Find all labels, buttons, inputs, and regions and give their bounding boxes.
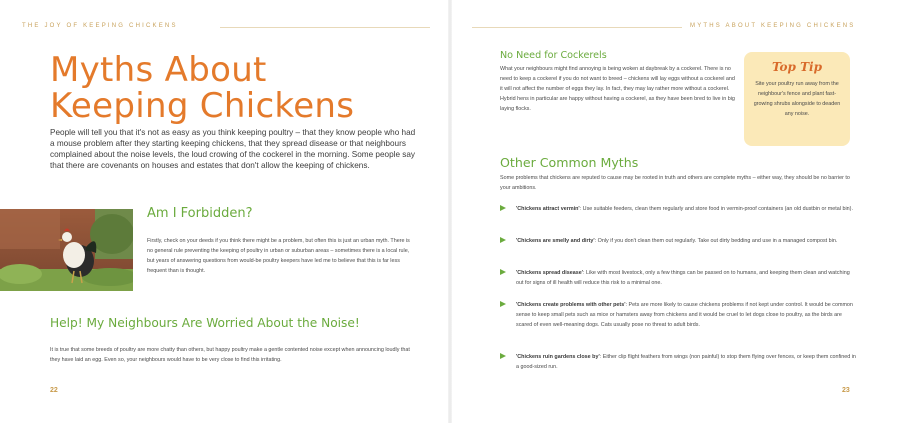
left-page	[0, 0, 448, 423]
green-triangle-arrow-icon	[500, 269, 506, 275]
myth-text: : Like with most livestock, only a few things can be passed on to humans, and keeping them clean and watching out for signs of ill health will reduce this risk to a minimal one.	[516, 270, 850, 286]
myth-text: : Only if you don't clean them out regularly. Take out dirty bedding and use in a managed compost bin.	[594, 238, 838, 244]
page-title-line2: Keeping Chickens	[50, 86, 355, 126]
top-tip-text: Site your poultry run away from the neighbour's fence and plant fast-growing shrubs alongside to deaden any noise.	[753, 81, 841, 117]
right-page-number: 23	[842, 387, 850, 394]
myth-lead: 'Chickens are smelly and dirty'	[516, 238, 595, 244]
green-triangle-arrow-icon	[500, 237, 506, 243]
myth-text: : Either clip flight feathers from wings (non painful) to stop them flying over fences, or keep them confined in a good-sized run.	[516, 354, 856, 370]
rooster-photo-image	[0, 209, 133, 291]
intro-paragraph: People will tell you that it's not as easy as you think keeping poultry – that they know people who had a mouse problem after they starting keeping chickens, that they spread disease or that neighbours complained about the noise levels, the loud crowing of the cockerel in the morning. Some people say that there are covenants on houses and estates that don't allow the keeping of chickens.	[50, 128, 416, 170]
section-heading-other-myths: Other Common Myths	[500, 155, 639, 170]
section-body-cockerels: What your neighbours might find annoying is being woken at daybreak by a cockerel. There is no need to keep a cockerel if you do not want to breed – chickens will lay eggs without a cockerel and it will not affect the number of eggs they lay. In fact, they may lay rather more without a cockerel. Hybrid hens in particular are happy without having a cockerel, as they have been bred to live in big laying flocks.	[500, 66, 735, 112]
left-page-number: 22	[50, 387, 58, 394]
section-body-forbidden: Firstly, check on your deeds if you think there might be a problem, but often this is just an urban myth. There is no general rule preventing the keeping of poultry in urban or suburban areas – sometimes there is a local rule, but years of answering questions from would-be poultry keepers have led me to believe that this is far less frequent than is thought.	[147, 238, 410, 274]
green-triangle-arrow-icon	[500, 301, 506, 307]
section-heading-noise: Help! My Neighbours Are Worried About the Noise!	[50, 316, 360, 330]
right-running-head-rule	[472, 27, 682, 28]
page-title-line1: Myths About	[50, 50, 267, 90]
green-triangle-arrow-icon	[500, 205, 506, 211]
myth-lead: 'Chickens spread disease'	[516, 270, 583, 276]
myth-lead: 'Chickens create problems with other pets'	[516, 302, 626, 308]
section-heading-cockerels: No Need for Cockerels	[500, 50, 607, 61]
green-triangle-arrow-icon	[500, 353, 506, 359]
section-heading-forbidden: Am I Forbidden?	[147, 206, 253, 221]
myth-text: : Pets are more likely to cause chickens problems if not kept under control. It would be common sense to keep small pets such as mice or hamsters away from chickens and it would be cruel to let dogs close to poultry, as the birds are scared of even well-meaning dogs. Cats usually pose no threat to adult birds.	[516, 302, 853, 328]
myth-lead: 'Chickens attract vermin'	[516, 206, 580, 212]
section-intro-other-myths: Some problems that chickens are reputed to cause may be rooted in truth and others are complete myths – either way, they should be no barrier to your ambitions.	[500, 175, 850, 191]
top-tip-box	[744, 52, 850, 146]
rooster-photo	[0, 209, 133, 291]
section-body-noise: It is true that some breeds of poultry are more chatty than others, but happy poultry make a gentle contented noise except when announcing loudly that they have laid an egg. Even so, your neighbours would have to be very close to find this irritating.	[50, 347, 410, 363]
right-running-head: MYTHS ABOUT KEEPING CHICKENS	[690, 23, 856, 29]
left-running-head: THE JOY OF KEEPING CHICKENS	[22, 23, 178, 29]
top-tip-title: Top Tip	[771, 60, 822, 74]
left-running-head-rule	[220, 27, 430, 28]
myth-text: : Use suitable feeders, clean them regularly and store food in vermin-proof containers (an old dustbin or metal bin).	[579, 206, 853, 212]
myth-lead: 'Chickens ruin gardens close by'	[516, 354, 600, 360]
page-title	[50, 52, 354, 124]
